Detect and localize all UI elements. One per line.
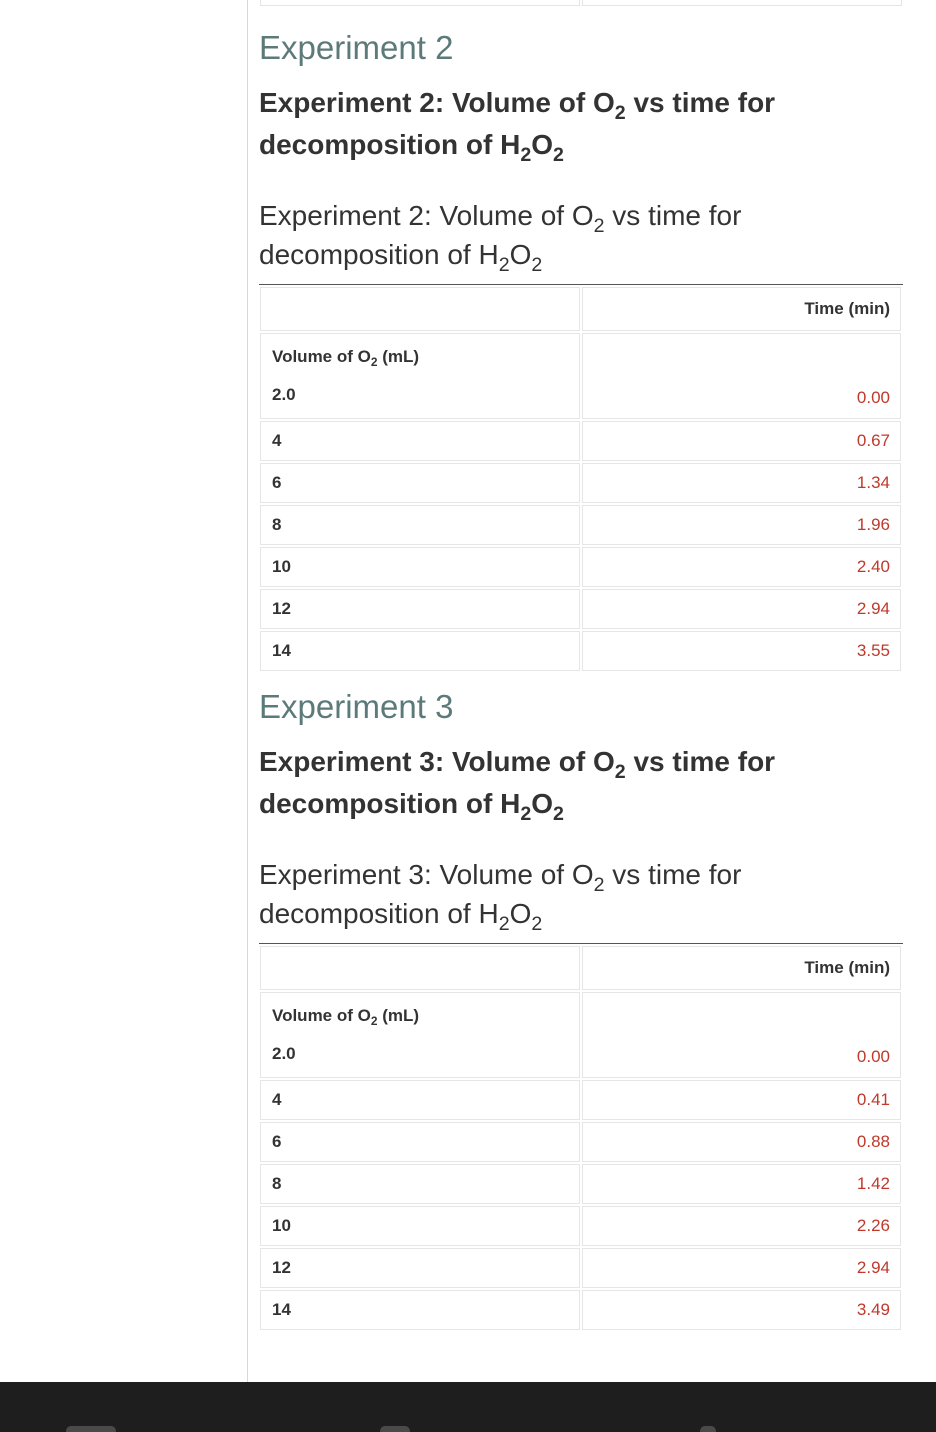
section-heading: Experiment 3: [259, 688, 454, 725]
row-header-volume: Volume of $O_2$ (mL): [272, 1006, 420, 1029]
cut-off-text-glyphs: [259, 1353, 519, 1354]
table-caption: Experiment 3: Volume of $O_2$ vs time for decomposition of $H_2O_2$: [259, 859, 742, 935]
column-header-time: Time (min): [582, 946, 901, 990]
volume-value: 12: [260, 1248, 580, 1288]
table-cell-volume: [260, 333, 580, 419]
table-title-bold: Experiment 3: Volume of $O_2$ vs time for decomposition of $H_2O_2$: [259, 746, 776, 825]
table-cell-volume: [260, 992, 580, 1078]
volume-value: 4: [260, 1080, 580, 1120]
volume-value: 10: [260, 547, 580, 587]
table-title-bold: Experiment 2: Volume of $O_2$ vs time for decomposition of $H_2O_2$: [259, 87, 776, 166]
table-row: [259, 1246, 903, 1288]
volume-value: 8: [260, 505, 580, 545]
time-value: 0.67: [582, 421, 901, 461]
next-section-heading-cut-off: [259, 1342, 519, 1354]
volume-value: 14: [260, 1290, 580, 1330]
table-row: [259, 331, 903, 419]
time-value: 2.26: [582, 1206, 901, 1246]
table-header-row: [259, 944, 903, 990]
column-header-time: Time (min): [582, 287, 901, 331]
bottom-navigation-bar: [0, 1382, 936, 1432]
table-corner-cell: [260, 287, 580, 331]
time-value: 2.94: [582, 1248, 901, 1288]
previous-table-bottom: [260, 0, 902, 6]
time-value: 1.42: [582, 1164, 901, 1204]
time-value: 2.94: [582, 589, 901, 629]
table-row: [259, 461, 903, 503]
table-row: [259, 587, 903, 629]
volume-value: 4: [260, 421, 580, 461]
time-value: 2.40: [582, 547, 901, 587]
table-row: [259, 990, 903, 1078]
data-table: [259, 943, 903, 1330]
time-value: 0.41: [582, 1080, 901, 1120]
table-row: [259, 503, 903, 545]
volume-value: 8: [260, 1164, 580, 1204]
volume-value: 10: [260, 1206, 580, 1246]
time-value: 1.34: [582, 463, 901, 503]
table-row: [259, 1162, 903, 1204]
table-cell: [260, 0, 580, 6]
volume-value: 2.0: [272, 385, 296, 404]
experiment-2-section: [259, 28, 903, 671]
table-cell: [582, 0, 902, 6]
time-value: 0.00: [582, 333, 901, 419]
table-row: [259, 1120, 903, 1162]
time-value: 0.00: [582, 992, 901, 1078]
volume-value: 2.0: [272, 1044, 296, 1063]
table-row: [259, 629, 903, 671]
main-content: [259, 0, 903, 1382]
volume-value: 6: [260, 1122, 580, 1162]
volume-value: 12: [260, 589, 580, 629]
table-row: [259, 419, 903, 461]
table-row: [259, 545, 903, 587]
volume-value: 6: [260, 463, 580, 503]
nav-icon-partial[interactable]: [66, 1426, 116, 1432]
table-corner-cell: [260, 946, 580, 990]
nav-icon-partial[interactable]: [700, 1426, 716, 1432]
time-value: 1.96: [582, 505, 901, 545]
left-gutter: [0, 0, 248, 1382]
table-row: [259, 1288, 903, 1330]
time-value: 0.88: [582, 1122, 901, 1162]
section-heading: Experiment 2: [259, 29, 454, 66]
volume-value: 14: [260, 631, 580, 671]
time-value: 3.55: [582, 631, 901, 671]
nav-icon-partial[interactable]: [380, 1426, 410, 1432]
time-value: 3.49: [582, 1290, 901, 1330]
experiment-3-section: [259, 687, 903, 1330]
table-header-row: [259, 285, 903, 331]
table-caption: Experiment 2: Volume of $O_2$ vs time for decomposition of $H_2O_2$: [259, 200, 742, 276]
table-row: [259, 1204, 903, 1246]
row-header-volume: Volume of $O_2$ (mL): [272, 347, 420, 370]
data-table: [259, 284, 903, 671]
table-row: [259, 1078, 903, 1120]
